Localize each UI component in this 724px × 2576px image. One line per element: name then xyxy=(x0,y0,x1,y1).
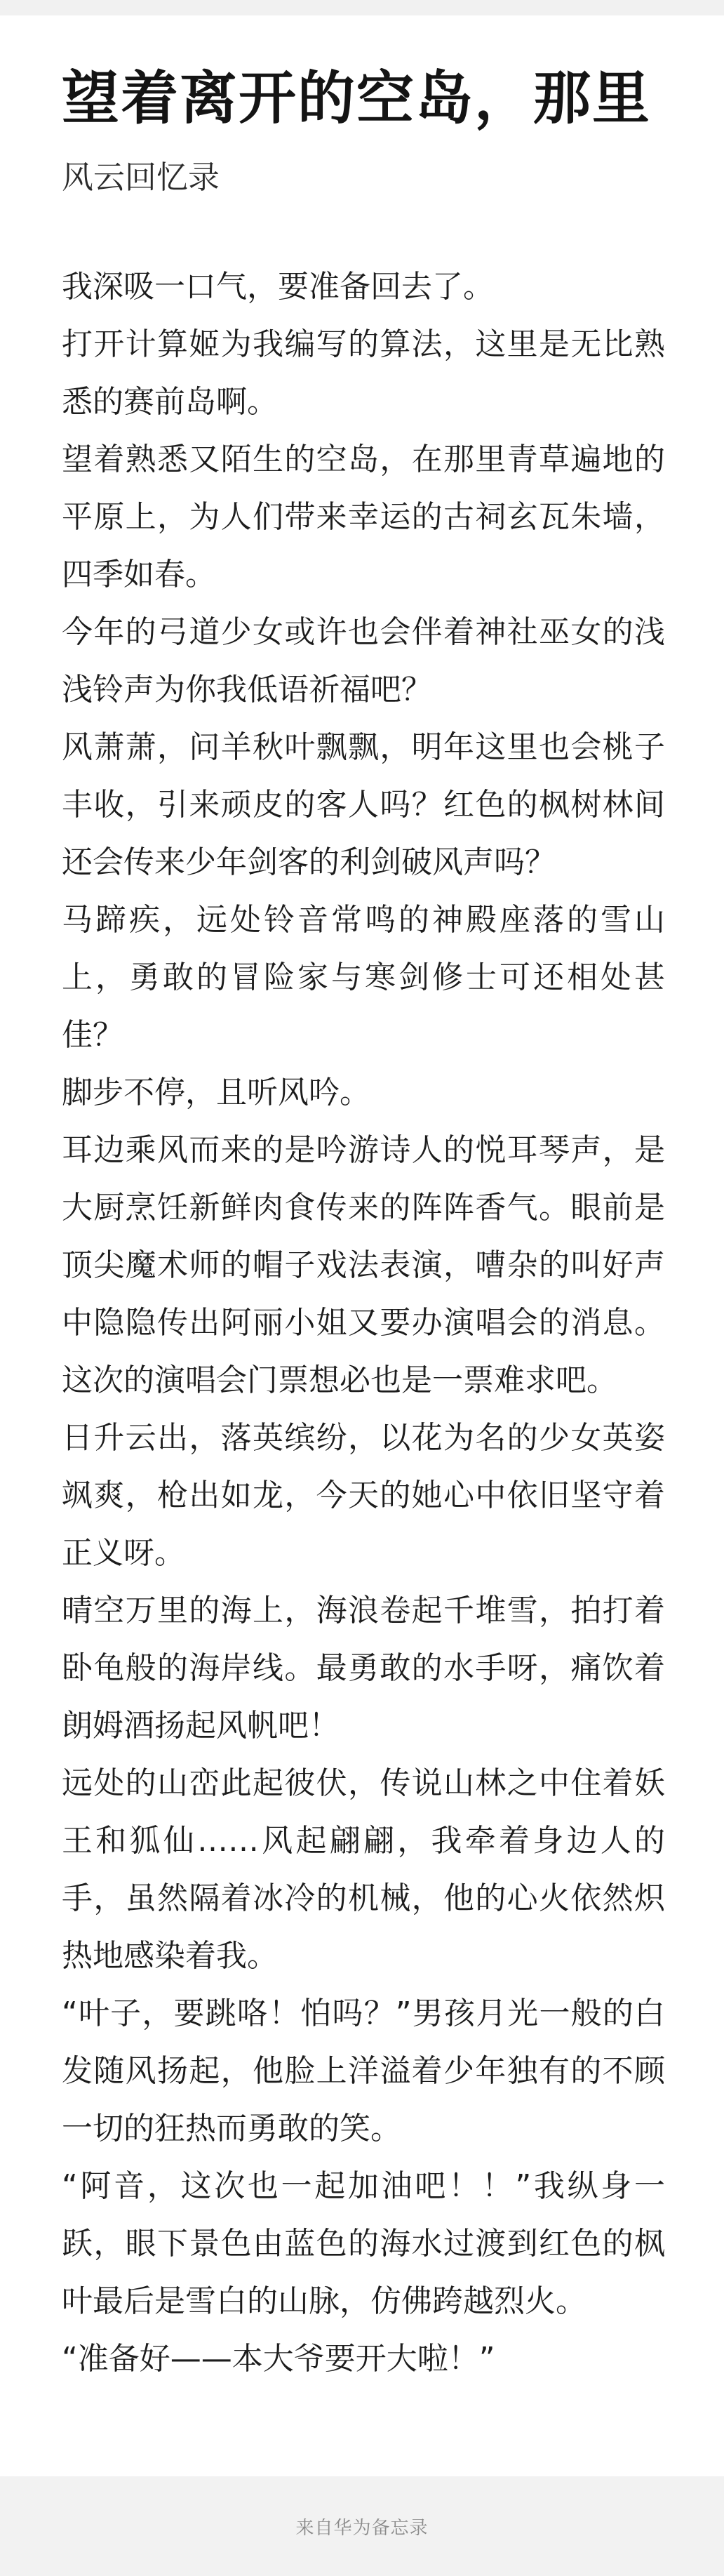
paragraph: 晴空万里的海上，海浪卷起千堆雪，拍打着卧龟般的海岸线。最勇敢的水手呀，痛饮着朗姆酒扬起风帆吧！ xyxy=(62,1593,665,1744)
paragraph: 我深吸一口气，要准备回去了。 xyxy=(62,269,494,305)
source-label: 来自华为备忘录 xyxy=(295,2517,429,2539)
footer-bar xyxy=(0,2476,724,2576)
paragraph: “阿音，这次也一起加油吧！！”我纵身一跃，眼下景色由蓝色的海水过渡到红色的枫叶最后是雪白的山脉，仿佛跨越烈火。 xyxy=(62,2168,665,2319)
paragraph: 日升云出，落英缤纷，以花为名的少女英姿飒爽，枪出如龙，今天的她心中依旧坚守着正义呀。 xyxy=(62,1420,665,1571)
note-content xyxy=(62,15,665,2388)
paragraph: 远处的山峦此起彼伏，传说山林之中住着妖王和狐仙……风起翩翩，我牵着身边人的手，虽然隔着冰冷的机械，他的心火依然炽热地感染着我。 xyxy=(62,1765,665,1974)
paragraph: 风萧萧，问羊秋叶飘飘，明年这里也会桃子丰收，引来顽皮的客人吗？红色的枫树林间还会传来少年剑客的利剑破风声吗？ xyxy=(62,729,665,880)
paragraph: “叶子，要跳咯！怕吗？”男孩月光一般的白发随风扬起，他脸上洋溢着少年独有的不顾一切的狂热而勇敢的笑。 xyxy=(62,1996,665,2146)
top-strip xyxy=(0,0,724,15)
note-title: 望着离开的空岛，那里 xyxy=(62,65,652,132)
paragraph: 脚步不停，且听风吟。 xyxy=(62,1075,370,1110)
paragraph: 打开计算姬为我编写的算法，这里是无比熟悉的赛前岛啊。 xyxy=(62,326,665,420)
paragraph: 马蹄疾，远处铃音常鸣的神殿座落的雪山上，勇敢的冒险家与寒剑修士可还相处甚佳？ xyxy=(62,902,665,1053)
paragraph: 耳边乘风而来的是吟游诗人的悦耳琴声，是大厨烹饪新鲜肉食传来的阵阵香气。眼前是顶尖魔术师的帽子戏法表演，嘈杂的叫好声中隐隐传出阿丽小姐又要办演唱会的消息。这次的演唱会门票想必也是一票难求吧。 xyxy=(62,1132,665,1398)
paragraph: 望着熟悉又陌生的空岛，在那里青草遍地的平原上，为人们带来幸运的古祠玄瓦朱墙，四季如春。 xyxy=(62,441,665,592)
note-body xyxy=(62,258,665,2388)
paragraph: “准备好——本大爷要开大啦！” xyxy=(62,2341,495,2377)
note-subtitle: 风云回忆录 xyxy=(62,159,220,196)
paragraph: 今年的弓道少女或许也会伴着神社巫女的浅浅铃声为你我低语祈福吧？ xyxy=(62,614,665,708)
